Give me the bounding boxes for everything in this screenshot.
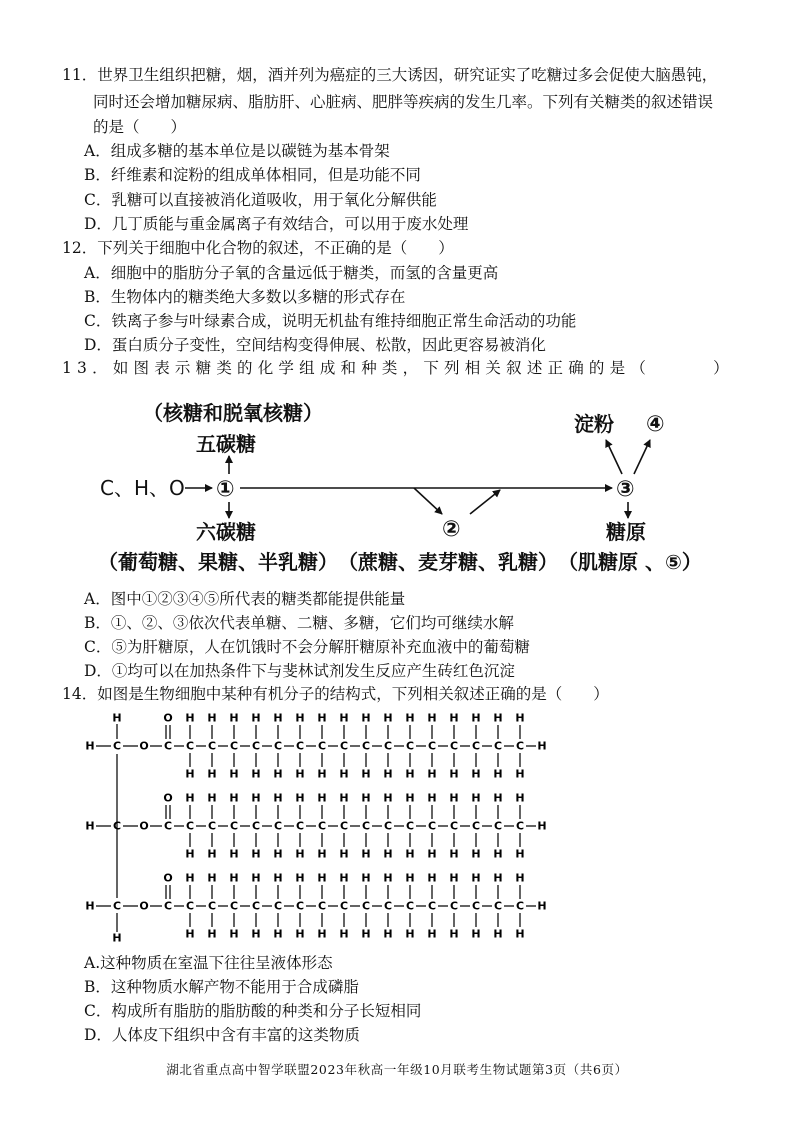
q14-option-d: D．人体皮下组织中含有丰富的这类物质 — [84, 1026, 360, 1044]
ester-chain-1-hydrogen-down: H — [273, 767, 283, 781]
q11-stem-line3: 的是（ ） — [93, 118, 187, 136]
q13-option-c: C．⑤为肝糖原，人在饥饿时不会分解肝糖原补充血液中的葡萄糖 — [84, 638, 530, 656]
ester-chain-3-hydrogen-down: H — [185, 927, 195, 941]
ester-chain-2-hydrogen-down: H — [361, 847, 371, 861]
ester-chain-2-hydrogen-up: H — [207, 791, 217, 805]
ester-chain-2-hydrogen-down: H — [515, 847, 525, 861]
ester-chain-1-hydrogen-up: H — [273, 711, 283, 725]
q11-option-c: C．乳糖可以直接被消化道吸收，用于氧化分解供能 — [84, 191, 437, 209]
ester-chain-3-hydrogen-down: H — [361, 927, 371, 941]
ester-chain-2-hydrogen-up: H — [449, 791, 459, 805]
ester-chain-2-carbon: C — [493, 819, 503, 833]
ester-chain-1-hydrogen-down: H — [493, 767, 503, 781]
ester-chain-1-hydrogen-up: H — [185, 711, 195, 725]
ester-chain-1-carbon: C — [427, 739, 437, 753]
ester-chain-1-carbon: C — [471, 739, 481, 753]
ester-chain-3-hydrogen-down: H — [295, 927, 305, 941]
ester-chain-3-hydrogen-down: H — [317, 927, 327, 941]
q14-option-a: A.这种物质在室温下往往呈液体形态 — [84, 954, 333, 972]
ester-chain-3-hydrogen-up: H — [295, 871, 305, 885]
ester-chain-2-hydrogen-down: H — [405, 847, 415, 861]
q13-stem: 13．如图表示糖类的化学组成和种类，下列相关叙述正确的是（ ） — [62, 359, 734, 377]
ester-chain-2-hydrogen-down: H — [383, 847, 393, 861]
ester-chain-3-hydrogen-down: H — [273, 927, 283, 941]
ester-chain-3-carbon: C — [295, 899, 305, 913]
ester-chain-2-hydrogen-up: H — [251, 791, 261, 805]
ester-chain-3-hydrogen-up: H — [383, 871, 393, 885]
ester-chain-2-hydrogen-up: H — [229, 791, 239, 805]
q14-option-c: C．构成所有脂肪的脂肪酸的种类和分子长短相同 — [84, 1002, 422, 1020]
ester-chain-2-hydrogen-down: H — [207, 847, 217, 861]
ester-chain-1-carbon: C — [317, 739, 327, 753]
ester-chain-1-carbon: C — [339, 739, 349, 753]
ester-chain-3-carbon: C — [383, 899, 393, 913]
node-1: ① — [216, 477, 235, 502]
ester-chain-2-carbon: C — [317, 819, 327, 833]
ester-chain-3-hydrogen-up: H — [361, 871, 371, 885]
ester-chain-1-carbon: C — [361, 739, 371, 753]
ester-chain-2-carbon: C — [383, 819, 393, 833]
ester-chain-3-terminal-h: H — [537, 899, 547, 913]
ester-chain-1-hydrogen-down: H — [427, 767, 437, 781]
ester-chain-2-hydrogen-down: H — [493, 847, 503, 861]
elements-label: C、H、O — [100, 476, 185, 500]
ester-chain-1-hydrogen-up: H — [251, 711, 261, 725]
ester-chain-1-hydrogen-down: H — [207, 767, 217, 781]
ester-chain-2-carbon: C — [229, 819, 239, 833]
ester-chain-2-ester-o: O — [139, 819, 149, 833]
ester-chain-1-hydrogen-up: H — [405, 711, 415, 725]
q11-option-a: A．组成多糖的基本单位是以碳链为基本骨架 — [84, 142, 390, 160]
ester-chain-3-glycerol-h: H — [85, 899, 95, 913]
ester-chain-2-carbon: C — [251, 819, 261, 833]
ester-chain-2-carbon: C — [361, 819, 371, 833]
ester-chain-2-carbon: C — [449, 819, 459, 833]
q14-option-b: B．这种物质水解产物不能用于合成磷脂 — [84, 978, 359, 996]
ester-chain-3-hydrogen-up: H — [515, 871, 525, 885]
ester-chain-3-hydrogen-down: H — [405, 927, 415, 941]
node-2: ② — [442, 517, 461, 542]
ester-chain-3-ester-o: O — [139, 899, 149, 913]
ester-chain-1-terminal-h: H — [537, 739, 547, 753]
ester-chain-3-hydrogen-down: H — [449, 927, 459, 941]
ester-chain-2-hydrogen-down: H — [427, 847, 437, 861]
ester-chain-1-hydrogen-up: H — [229, 711, 239, 725]
ester-chain-1-hydrogen-down: H — [383, 767, 393, 781]
ester-chain-2-carbonyl-c: C — [163, 819, 173, 833]
ester-chain-1-carbon: C — [405, 739, 415, 753]
ester-chain-3-glycerol-c: C — [112, 899, 122, 913]
ester-chain-3-hydrogen-up: H — [427, 871, 437, 885]
ester-chain-2-carbon: C — [185, 819, 195, 833]
ester-chain-1-hydrogen-up: H — [471, 711, 481, 725]
ester-chain-1-hydrogen-up: H — [449, 711, 459, 725]
ester-chain-1-hydrogen-down: H — [449, 767, 459, 781]
ester-chain-2-carbon: C — [515, 819, 525, 833]
q13-option-b: B．①、②、③依次代表单糖、二糖、多糖，它们均可继续水解 — [84, 614, 514, 632]
ester-chain-2-hydrogen-up: H — [493, 791, 503, 805]
ester-chain-3-hydrogen-down: H — [339, 927, 349, 941]
ester-chain-1-carbon: C — [273, 739, 283, 753]
ester-chain-3-hydrogen-down: H — [427, 927, 437, 941]
ester-chain-1-glycerol-c: C — [112, 739, 122, 753]
ester-chain-1-carbon: C — [185, 739, 195, 753]
sugar-classification-diagram — [88, 396, 708, 586]
glycogen-examples: （肌糖原 、⑤） — [558, 550, 702, 574]
ester-chain-2-hydrogen-up: H — [317, 791, 327, 805]
ester-chain-2-hydrogen-up: H — [295, 791, 305, 805]
ester-chain-1-hydrogen-down: H — [185, 767, 195, 781]
ester-chain-2-hydrogen-down: H — [317, 847, 327, 861]
ester-chain-1-carbon: C — [207, 739, 217, 753]
ester-chain-3-hydrogen-up: H — [229, 871, 239, 885]
ester-chain-1-carbonyl-o: O — [163, 711, 173, 725]
ester-chain-3-hydrogen-up: H — [471, 871, 481, 885]
ester-chain-2-hydrogen-down: H — [273, 847, 283, 861]
ester-chain-2-hydrogen-down: H — [339, 847, 349, 861]
page-footer: 湖北省重点高中智学联盟2023年秋高一年级10月联考生物试题第3页（共6页） — [166, 1062, 628, 1077]
arrow-3-to-4 — [634, 440, 650, 474]
ester-chain-1-carbon: C — [251, 739, 261, 753]
ester-chain-2-carbon: C — [339, 819, 349, 833]
pentose-label: 五碳糖 — [196, 432, 256, 456]
ester-chain-3-carbonyl-c: C — [163, 899, 173, 913]
glycerol-bottom-h: H — [112, 931, 122, 945]
ester-chain-3-carbonyl-o: O — [163, 871, 173, 885]
q11-stem-line2: 同时还会增加糖尿病、脂肪肝、心脏病、肥胖等疾病的发生几率。下列有关糖类的叙述错误 — [93, 93, 714, 111]
q12-option-c: C．铁离子参与叶绿素合成，说明无机盐有维持细胞正常生命活动的功能 — [84, 312, 577, 330]
ester-chain-3-hydrogen-down: H — [515, 927, 525, 941]
hexose-label: 六碳糖 — [196, 520, 256, 544]
ester-chain-3-hydrogen-up: H — [449, 871, 459, 885]
glycerol-top-h: H — [112, 711, 122, 725]
hexose-examples: （葡萄糖、果糖、半乳糖） — [98, 550, 338, 574]
q12-stem: 12．下列关于细胞中化合物的叙述，不正确的是（ ） — [62, 239, 454, 257]
ester-chain-1-hydrogen-up: H — [361, 711, 371, 725]
ester-chain-2-hydrogen-down: H — [229, 847, 239, 861]
ester-chain-2-hydrogen-down: H — [251, 847, 261, 861]
q11-option-b: B．纤维素和淀粉的组成单体相同，但是功能不同 — [84, 166, 421, 184]
ester-chain-3-carbon: C — [317, 899, 327, 913]
ester-chain-2-hydrogen-up: H — [515, 791, 525, 805]
ester-chain-3-hydrogen-down: H — [471, 927, 481, 941]
ester-chain-3-carbon: C — [361, 899, 371, 913]
ester-chain-2-carbon: C — [207, 819, 217, 833]
ester-chain-2-carbon: C — [273, 819, 283, 833]
ester-chain-3-hydrogen-up: H — [317, 871, 327, 885]
ester-chain-3-hydrogen-down: H — [383, 927, 393, 941]
ester-chain-1-hydrogen-up: H — [339, 711, 349, 725]
ester-chain-3-carbon: C — [229, 899, 239, 913]
ester-chain-1-ester-o: O — [139, 739, 149, 753]
ester-chain-2-hydrogen-down: H — [471, 847, 481, 861]
arrow-3-to-starch — [606, 440, 622, 474]
ester-chain-1-hydrogen-down: H — [405, 767, 415, 781]
ester-chain-2-terminal-h: H — [537, 819, 547, 833]
ester-chain-3-carbon: C — [449, 899, 459, 913]
ester-chain-2-hydrogen-down: H — [449, 847, 459, 861]
ester-chain-1-glycerol-h: H — [85, 739, 95, 753]
node-4: ④ — [646, 412, 665, 437]
ester-chain-2-hydrogen-up: H — [273, 791, 283, 805]
ester-chain-3-carbon: C — [207, 899, 217, 913]
ester-chain-3-hydrogen-up: H — [185, 871, 195, 885]
ester-chain-3-carbon: C — [273, 899, 283, 913]
ester-chain-2-hydrogen-up: H — [185, 791, 195, 805]
ester-chain-3-hydrogen-down: H — [251, 927, 261, 941]
ester-chain-1-hydrogen-up: H — [317, 711, 327, 725]
ester-chain-3-hydrogen-up: H — [405, 871, 415, 885]
ester-chain-3-hydrogen-up: H — [339, 871, 349, 885]
ester-chain-1-hydrogen-down: H — [361, 767, 371, 781]
q11-option-d: D．几丁质能与重金属离子有效结合，可以用于废水处理 — [84, 215, 469, 233]
ester-chain-1-carbonyl-c: C — [163, 739, 173, 753]
q12-option-a: A．细胞中的脂肪分子氧的含量远低于糖类，而氢的含量更高 — [84, 264, 499, 282]
ester-chain-3-carbon: C — [251, 899, 261, 913]
ester-chain-1-carbon: C — [493, 739, 503, 753]
ester-chain-1-hydrogen-up: H — [383, 711, 393, 725]
ester-chain-3-hydrogen-up: H — [273, 871, 283, 885]
pentose-examples: （核糖和脱氧核糖） — [143, 401, 323, 425]
ester-chain-2-hydrogen-up: H — [471, 791, 481, 805]
q13-option-a: A．图中①②③④⑤所代表的糖类都能提供能量 — [84, 590, 406, 608]
ester-chain-2-hydrogen-up: H — [427, 791, 437, 805]
glycogen-label: 糖原 — [606, 520, 646, 544]
ester-chain-2-hydrogen-down: H — [185, 847, 195, 861]
node-3: ③ — [616, 477, 635, 502]
ester-chain-3-hydrogen-up: H — [207, 871, 217, 885]
ester-chain-1-hydrogen-up: H — [427, 711, 437, 725]
ester-chain-1-hydrogen-down: H — [295, 767, 305, 781]
ester-chain-2-carbon: C — [427, 819, 437, 833]
ester-chain-3-carbon: C — [339, 899, 349, 913]
ester-chain-1-hydrogen-down: H — [515, 767, 525, 781]
ester-chain-1-hydrogen-up: H — [295, 711, 305, 725]
ester-chain-1-hydrogen-down: H — [339, 767, 349, 781]
ester-chain-1-carbon: C — [449, 739, 459, 753]
ester-chain-1-hydrogen-down: H — [229, 767, 239, 781]
q12-option-b: B．生物体内的糖类绝大多数以多糖的形式存在 — [84, 288, 406, 306]
ester-chain-1-hydrogen-down: H — [471, 767, 481, 781]
arrow-1-to-2 — [414, 488, 442, 514]
ester-chain-1-hydrogen-up: H — [493, 711, 503, 725]
ester-chain-2-glycerol-h: H — [85, 819, 95, 833]
disaccharide-examples: （蔗糖、麦芽糖、乳糖） — [338, 550, 558, 574]
ester-chain-3-hydrogen-up: H — [251, 871, 261, 885]
ester-chain-3-carbon: C — [427, 899, 437, 913]
ester-chain-3-carbon: C — [405, 899, 415, 913]
ester-chain-3-hydrogen-down: H — [207, 927, 217, 941]
ester-chain-1-hydrogen-up: H — [515, 711, 525, 725]
q14-stem: 14．如图是生物细胞中某种有机分子的结构式，下列相关叙述正确的是（ ） — [62, 685, 609, 703]
ester-chain-1-carbon: C — [229, 739, 239, 753]
ester-chain-2-hydrogen-up: H — [405, 791, 415, 805]
ester-chain-3-hydrogen-down: H — [229, 927, 239, 941]
ester-chain-3-carbon: C — [493, 899, 503, 913]
ester-chain-2-glycerol-c: C — [112, 819, 122, 833]
ester-chain-2-carbon: C — [471, 819, 481, 833]
ester-chain-3-carbon: C — [471, 899, 481, 913]
arrow-2-to-3 — [470, 490, 500, 514]
q13-option-d: D．①均可以在加热条件下与斐林试剂发生反应产生砖红色沉淀 — [84, 662, 515, 680]
ester-chain-3-hydrogen-down: H — [493, 927, 503, 941]
ester-chain-1-hydrogen-down: H — [251, 767, 261, 781]
q12-option-d: D．蛋白质分子变性，空间结构变得伸展、松散，因此更容易被消化 — [84, 336, 546, 354]
triglyceride-structure-diagram — [82, 708, 552, 948]
ester-chain-1-carbon: C — [295, 739, 305, 753]
ester-chain-3-carbon: C — [515, 899, 525, 913]
ester-chain-2-hydrogen-up: H — [383, 791, 393, 805]
ester-chain-1-carbon: C — [515, 739, 525, 753]
ester-chain-3-hydrogen-up: H — [493, 871, 503, 885]
ester-chain-2-carbonyl-o: O — [163, 791, 173, 805]
ester-chain-3-carbon: C — [185, 899, 195, 913]
ester-chain-2-hydrogen-down: H — [295, 847, 305, 861]
q11-stem-line1: 11．世界卫生组织把糖，烟，酒并列为癌症的三大诱因，研究证实了吃糖过多会促使大脑愚钝， — [62, 66, 718, 84]
ester-chain-2-hydrogen-up: H — [339, 791, 349, 805]
ester-chain-1-carbon: C — [383, 739, 393, 753]
ester-chain-2-hydrogen-up: H — [361, 791, 371, 805]
starch-label: 淀粉 — [574, 412, 614, 436]
ester-chain-1-hydrogen-up: H — [207, 711, 217, 725]
ester-chain-2-carbon: C — [405, 819, 415, 833]
ester-chain-2-carbon: C — [295, 819, 305, 833]
ester-chain-1-hydrogen-down: H — [317, 767, 327, 781]
